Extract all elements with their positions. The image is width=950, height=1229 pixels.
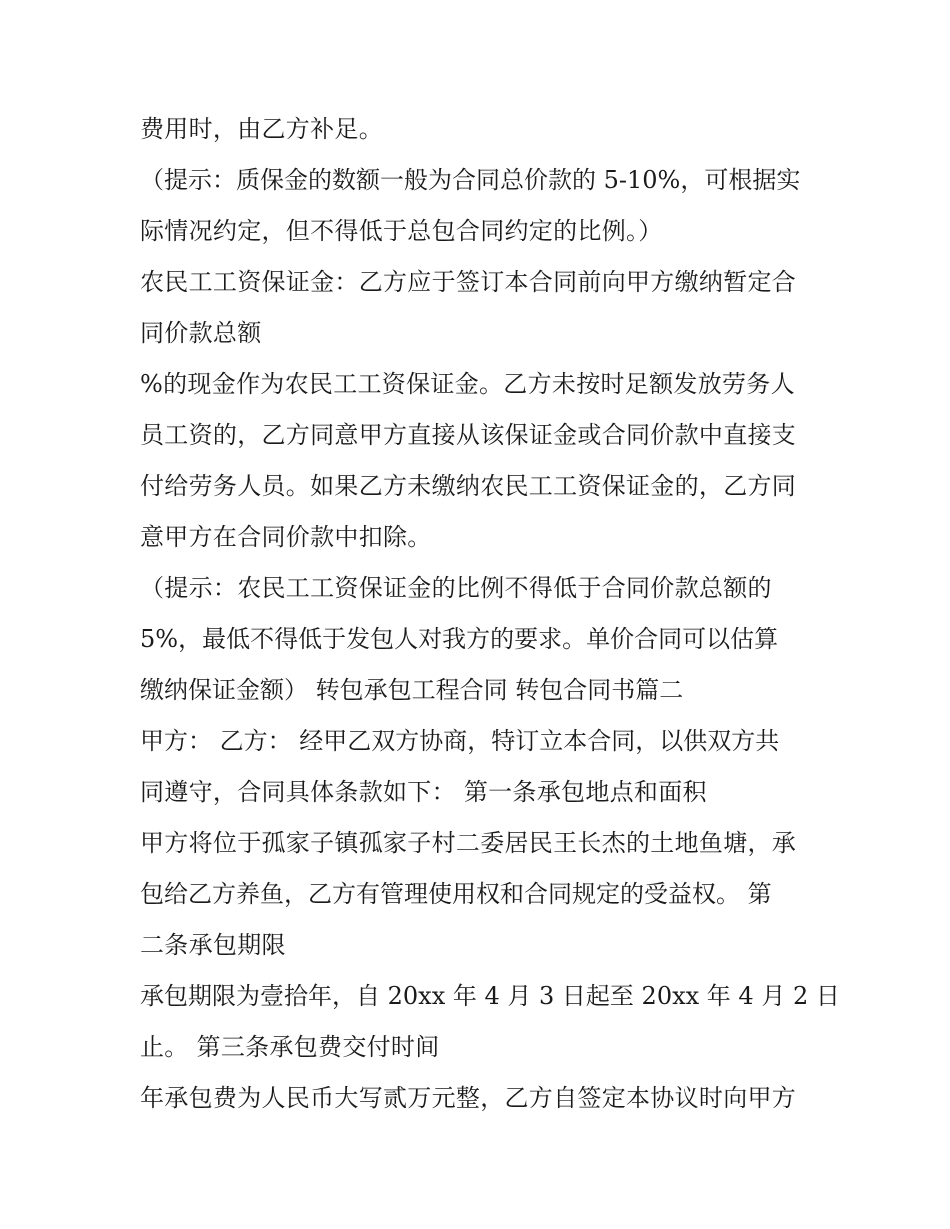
text-line: 同价款总额 <box>140 319 262 347</box>
text-line: （提示：质保金的数额一般为合同总价款的 5-10%，可根据实 <box>140 166 801 194</box>
document-body <box>140 104 840 1124</box>
text-line: 意甲方在合同价款中扣除。 <box>140 523 432 551</box>
text-line: 年承包费为人民币大写贰万元整，乙方自签定本协议时向甲方 <box>140 1084 797 1112</box>
text-line: 同遵守，合同具体条款如下： 第一条承包地点和面积 <box>140 778 707 806</box>
text-line: 止。 第三条承包费交付时间 <box>140 1033 440 1061</box>
text-line: 费用时，由乙方补足。 <box>140 115 383 143</box>
text-line: %的现金作为农民工工资保证金。乙方未按时足额发放劳务人 <box>140 370 795 398</box>
text-line: 5%，最低不得低于发包人对我方的要求。单价合同可以估算 <box>140 625 779 653</box>
text-line: 甲方将位于孤家子镇孤家子村二委居民王长杰的土地鱼塘，承 <box>140 829 797 857</box>
text-line: 包给乙方养鱼，乙方有管理使用权和合同规定的受益权。 第 <box>140 880 772 908</box>
text-line: 承包期限为壹拾年，自 20xx 年 4 月 3 日起至 20xx 年 4 月 2 日 <box>140 982 840 1010</box>
text-line: 甲方： 乙方： 经甲乙双方协商，特订立本合同，以供双方共 <box>140 727 780 755</box>
text-line: 二条承包期限 <box>140 931 286 959</box>
text-line: 付给劳务人员。如果乙方未缴纳农民工工资保证金的，乙方同 <box>140 472 797 500</box>
text-line: 员工资的，乙方同意甲方直接从该保证金或合同价款中直接支 <box>140 421 797 449</box>
text-line: 缴纳保证金额） 转包承包工程合同 转包合同书篇二 <box>140 676 684 704</box>
text-line: （提示：农民工工资保证金的比例不得低于合同价款总额的 <box>140 574 772 602</box>
text-line: 农民工工资保证金：乙方应于签订本合同前向甲方缴纳暂定合 <box>140 268 797 296</box>
text-line: 际情况约定，但不得低于总包合同约定的比例。） <box>140 217 663 245</box>
